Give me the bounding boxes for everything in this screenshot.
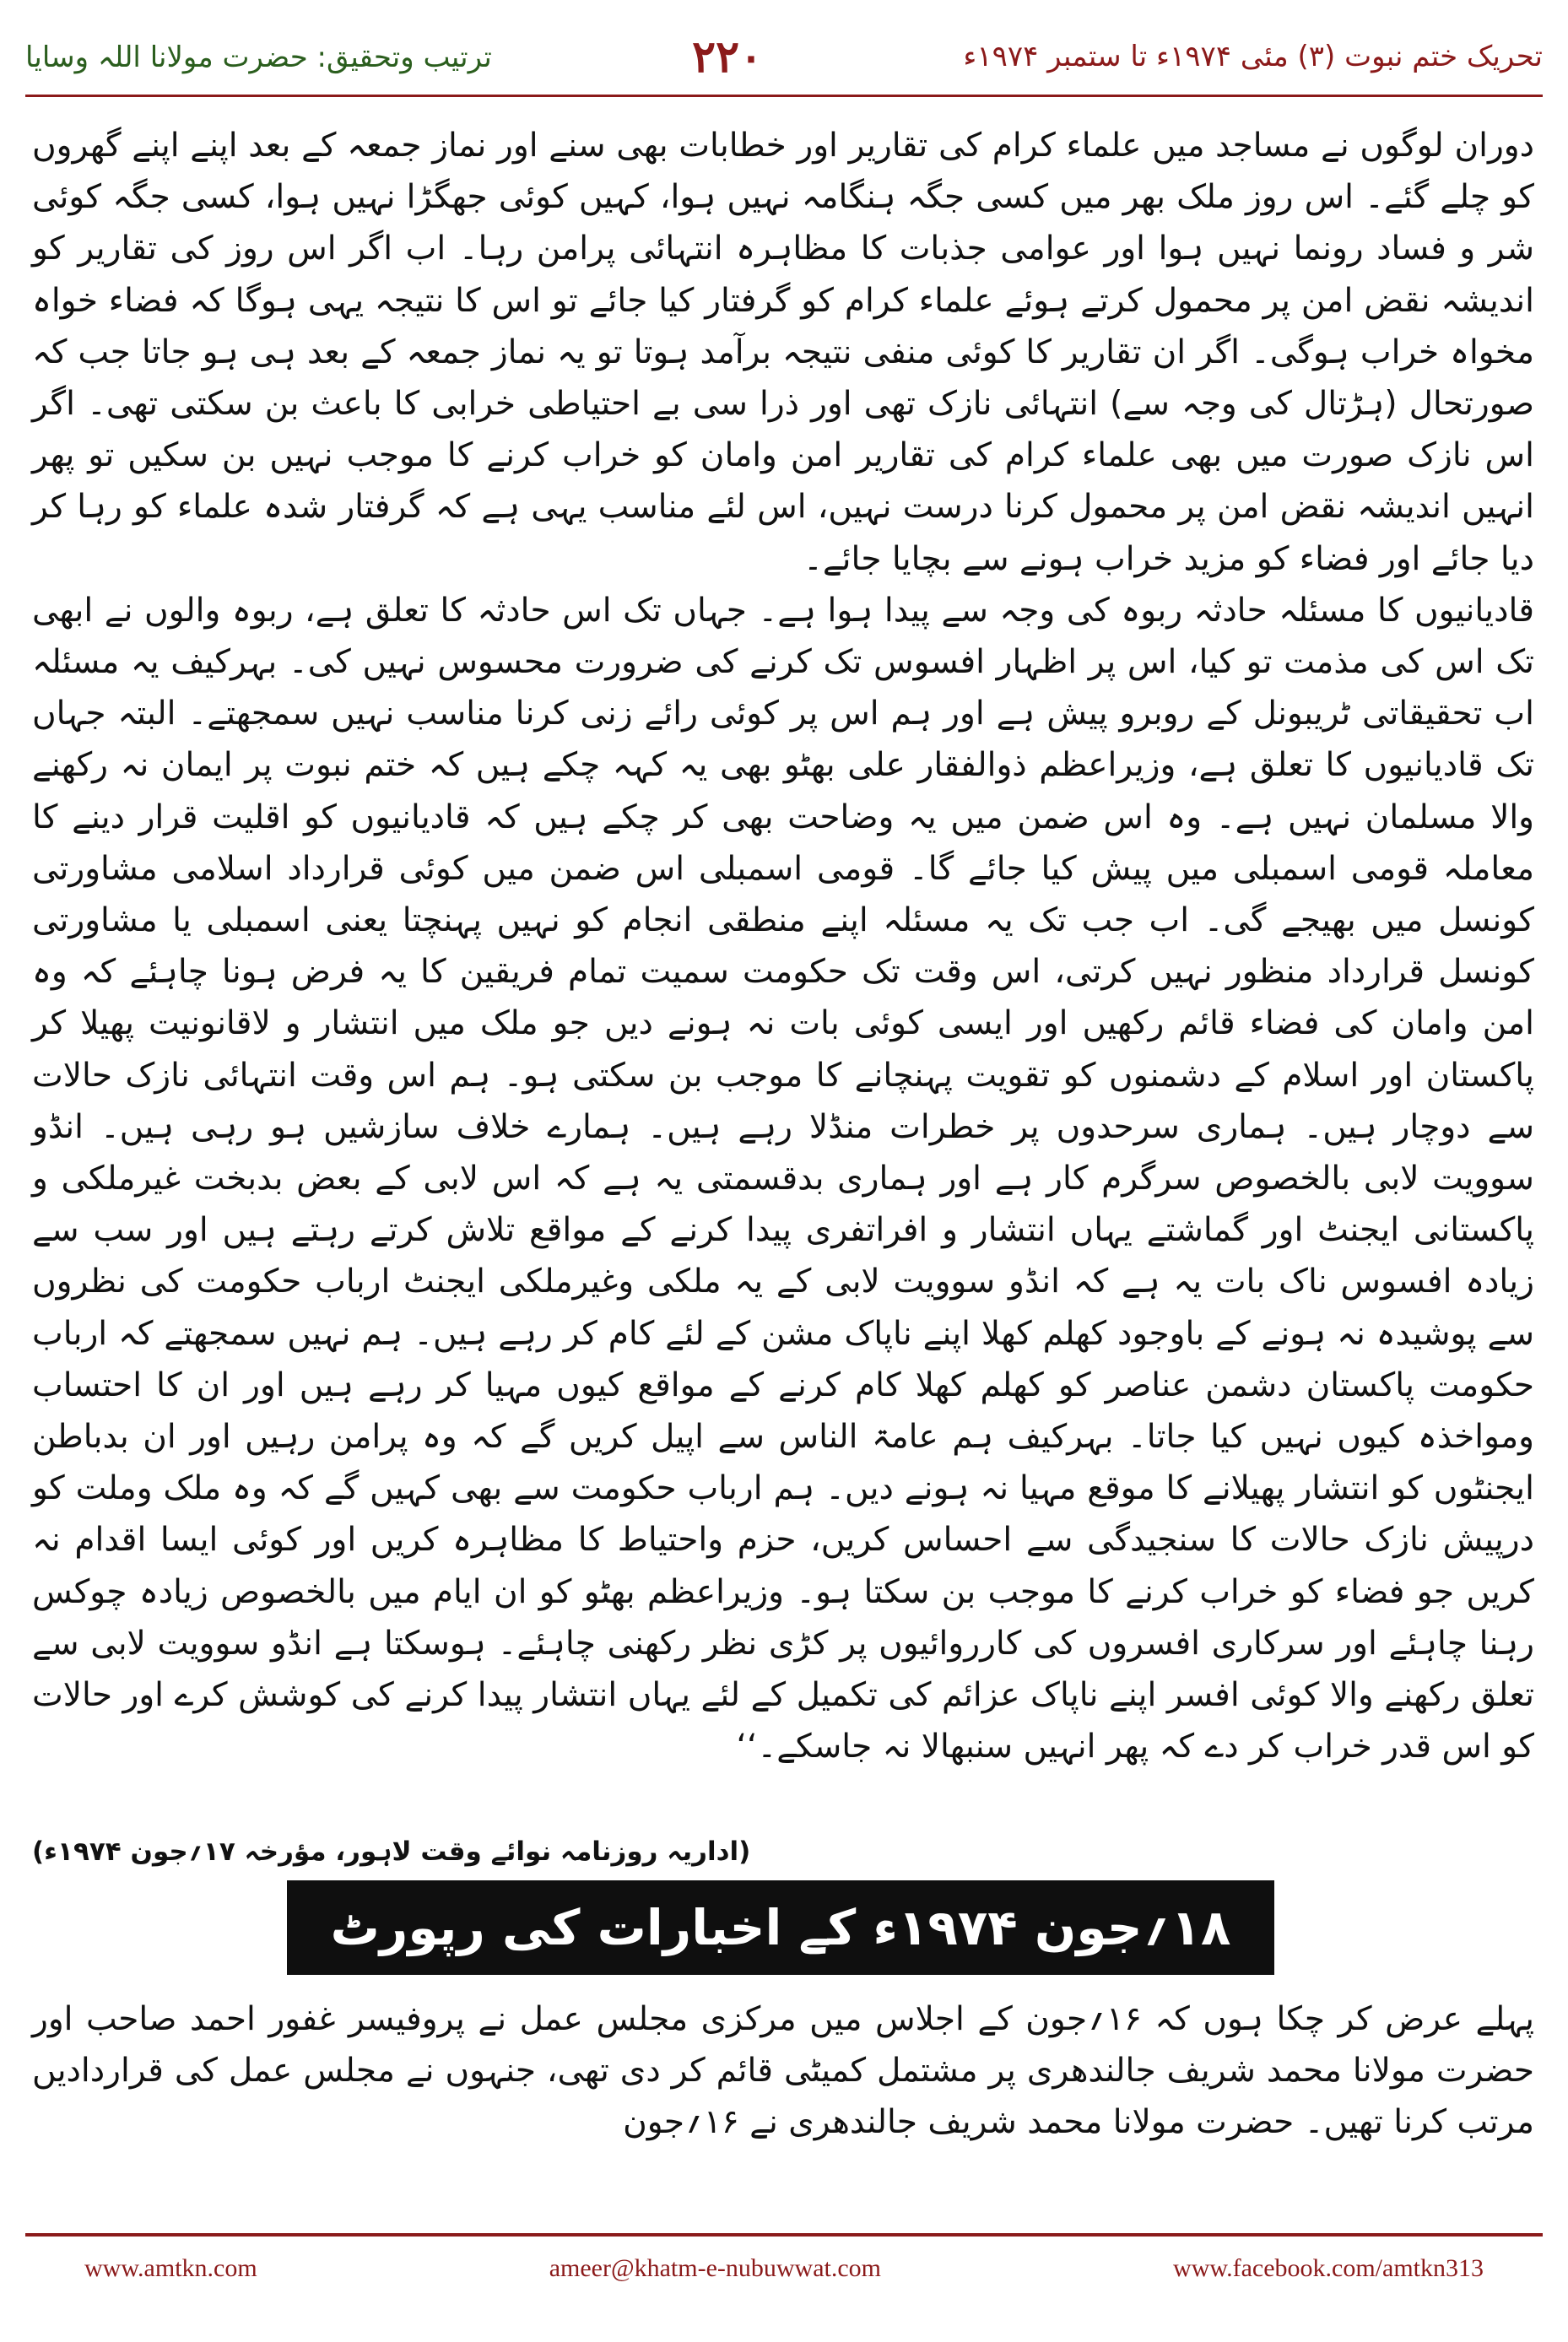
page-number: ۲۲۰: [692, 30, 763, 83]
article-paragraph-2: قادیانیوں کا مسئلہ حادثہ ربوہ کی وجہ سے پیدا ہوا ہے۔ جہاں تک اس حادثہ کا تعلق ہے، ربوہ والوں نے ابھی تک اس کی مذمت تو کیا، اس پر اظہار افسوس تک کرنے کی ضرورت محسوس نہیں کی۔ بہرکیف یہ مسئلہ اب تحقیقاتی ٹریبونل کے روبرو پیش ہے اور ہم اس پر کوئی رائے زنی کرنا مناسب نہیں سمجھتے۔ البتہ جہاں تک قادیانیوں کا تعلق ہے، وزیراعظم ذوالفقار علی بھٹو بھی یہ کہہ چکے ہیں کہ ختم نبوت پر ایمان نہ رکھنے والا مسلمان نہیں ہے۔ وہ اس ضمن میں یہ وضاحت بھی کر چکے ہیں کہ قادیانیوں کو اقلیت قرار دینے کا معاملہ قومی اسمبلی میں پیش کیا جائے گا۔ قومی اسمبلی اس ضمن میں کوئی قرارداد اسلامی مشاورتی کونسل میں بھیجے گی۔ اب جب تک یہ مسئلہ اپنے منطقی انجام کو نہیں پہنچتا یعنی اسمبلی یا مشاورتی کونسل قرارداد منظور نہیں کرتی، اس وقت تک حکومت سمیت تمام فریقین کا یہ فرض ہونا چاہئے کہ وہ امن وامان کی فضاء قائم رکھیں اور ایسی کوئی بات نہ ہونے دیں جو ملک میں انتشار و لاقانونیت پھیلا کر پاکستان اور اسلام کے دشمنوں کو تقویت پہنچانے کا موجب بن سکتی ہو۔ ہم اس وقت انتہائی نازک حالات سے دوچار ہیں۔ ہماری سرحدوں پر خطرات منڈلا رہے ہیں۔ ہمارے خلاف سازشیں ہو رہی ہیں۔ انڈو سوویت لابی بالخصوص سرگرم کار ہے اور ہماری بدقسمتی یہ ہے کہ اس لابی کے بعض بدبخت غیرملکی و پاکستانی ایجنٹ اور گماشتے یہاں انتشار و افراتفری پیدا کرنے کے مواقع تلاش کرتے رہتے ہیں اور سب سے زیادہ افسوس ناک بات یہ ہے کہ انڈو سوویت لابی کے یہ ملکی وغیرملکی ایجنٹ ارباب حکومت کی نظروں سے پوشیدہ نہ ہونے کے باوجود کھلم کھلا اپنے ناپاک مشن کے لئے کام کر رہے ہیں۔ ہم نہیں سمجھتے کہ ارباب حکومت پاکستان دشمن عناصر کو کھلم کھلا کام کرنے کے مواقع کیوں مہیا کر رہے ہیں اور ان کا احتساب ومواخذہ کیوں نہیں کیا جاتا۔ بہرکیف ہم عامۃ الناس سے اپیل کریں گے کہ وہ پرامن رہیں اور ان بدباطن ایجنٹوں کو انتشار پھیلانے کا موقع مہیا نہ ہونے دیں۔ ہم ارباب حکومت سے بھی کہیں گے کہ وہ ملک وملت کو درپیش نازک حالات کا سنجیدگی سے احساس کریں، حزم واحتیاط کا مظاہرہ کریں اور کوئی ایسا اقدام نہ کریں جو فضاء کو خراب کرنے کا موجب بن سکتا ہو۔ وزیراعظم بھٹو کو ان ایام میں بالخصوص زیادہ چوکس رہنا چاہئے اور سرکاری افسروں کی کارروائیوں پر کڑی نظر رکھنی چاہئے۔ ہوسکتا ہے انڈو سوویت لابی سے تعلق رکھنے والا کوئی افسر اپنے ناپاک عزائم کی تکمیل کے لئے یہاں انتشار پیدا کرنے کی کوشش کرے اور حالات کو اس قدر خراب کر دے کہ پھر انہیں سنبھالا نہ جاسکے۔‘‘: [32, 591, 1535, 1766]
email-link[interactable]: ameer@khatm-e-nubuwwat.com: [549, 2254, 882, 2282]
page-footer: [84, 2250, 1484, 2287]
series-title: تحریک ختم نبوت (۳) مئی ۱۹۷۴ء تا ستمبر ۱۹۷۴ء: [963, 40, 1543, 73]
footer-divider: [25, 2233, 1543, 2237]
compiler-credit: ترتیب وتحقیق: حضرت مولانا اللہ وسایا: [25, 40, 492, 74]
section-heading: ۱۸؍جون ۱۹۷۴ء کے اخبارات کی رپورٹ: [330, 1899, 1231, 1956]
section-paragraph: پہلے عرض کر چکا ہوں کہ ۱۶؍جون کے اجلاس میں مرکزی مجلس عمل نے پروفیسر غفور احمد صاحب اور حضرت مولانا محمد شریف جالندھری پر مشتمل کمیٹی قائم کر دی تھی، جنہوں نے مجلس عمل کی قراردادیں مرتب کرنا تھیں۔ حضرت مولانا محمد شریف جالندھری نے ۱۶؍جون: [32, 2000, 1534, 2142]
source-citation: (اداریہ روزنامہ نوائے وقت لاہور، مؤرخہ ۱۷؍جون ۱۹۷۴ء): [32, 1836, 751, 1867]
page-header: [25, 24, 1543, 89]
website-link[interactable]: www.amtkn.com: [84, 2254, 257, 2282]
section-heading-banner: [287, 1880, 1274, 1975]
article-paragraph-1: دوران لوگوں نے مساجد میں علماء کرام کی تقاریر اور خطابات بھی سنے اور نماز جمعہ کے بعد اپنے اپنے گھروں کو چلے گئے۔ اس روز ملک بھر میں کسی جگہ ہنگامہ نہیں ہوا، کہیں کوئی جھگڑا نہیں ہوا، کسی جگہ کوئی شر و فساد رونما نہیں ہوا اور عوامی جذبات کا مظاہرہ انتہائی پرامن رہا۔ اب اگر اس روز کی تقاریر کو اندیشہ نقض امن پر محمول کرتے ہوئے علماء کرام کو گرفتار کیا جائے تو اس کا نتیجہ یہی ہوگا کہ فضاء خواہ مخواہ خراب ہوگی۔ اگر ان تقاریر کا کوئی منفی نتیجہ برآمد ہوتا تو یہ نماز جمعہ کے بعد ہی ہو جاتا جب کہ صورتحال (ہڑتال کی وجہ سے) انتہائی نازک تھی اور ذرا سی بے احتیاطی خرابی کا باعث بن سکتی تھی۔ اگر اس نازک صورت میں بھی علماء کرام کی تقاریر امن وامان کو خراب کرنے کا موجب نہیں بن سکیں تو پھر انہیں اندیشہ نقض امن پر محمول کرنا درست نہیں، اس لئے مناسب یہی ہے کہ گرفتار شدہ علماء کو رہا کر دیا جائے اور فضاء کو مزید خراب ہونے سے بچایا جائے۔: [32, 127, 1534, 578]
section-body: [32, 1993, 1534, 2149]
article-body: [32, 120, 1534, 1773]
header-divider: [25, 95, 1543, 97]
facebook-link[interactable]: www.facebook.com/amtkn313: [1173, 2254, 1484, 2282]
